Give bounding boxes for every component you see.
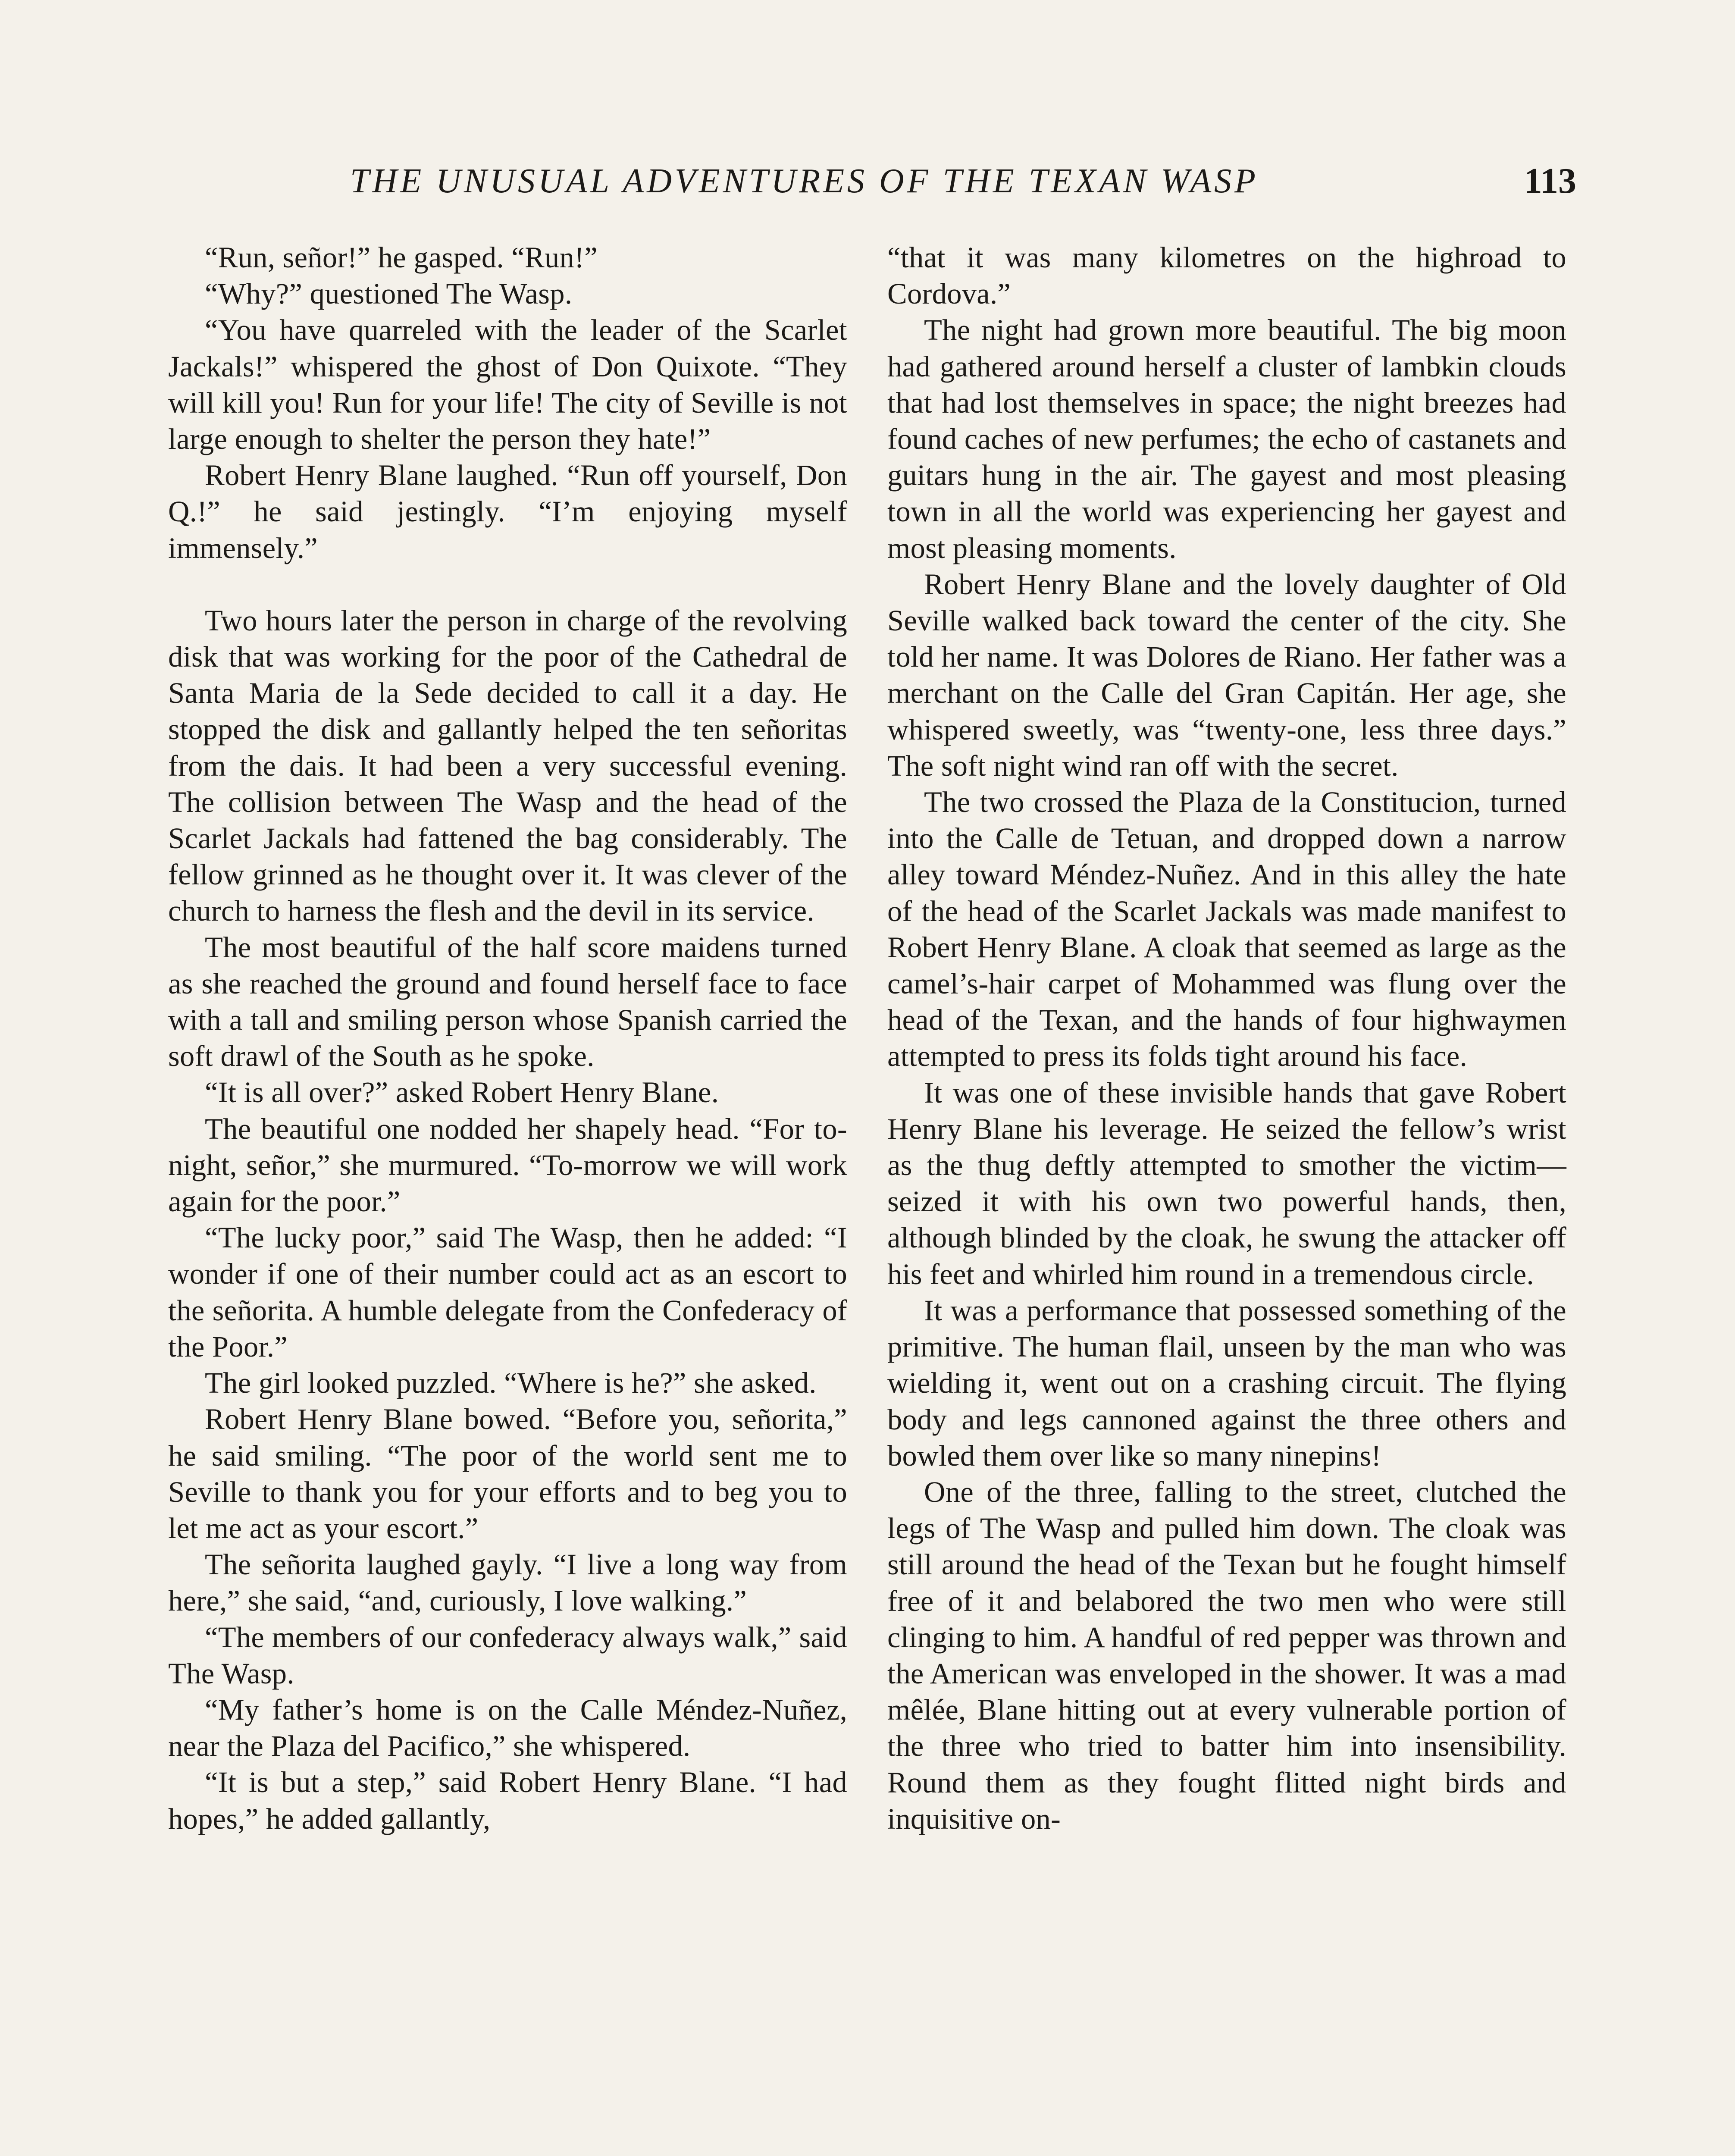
paragraph: The señorita laughed gayly. “I live a long way from here,” she said, “and, curiously, I love walking.” [168, 1548, 847, 1617]
paragraph: Robert Henry Blane bowed. “Before you, señorita,” he said smiling. “The poor of the world sent me to Seville to thank you for your efforts and to beg you to let me act as your escort.” [168, 1403, 847, 1545]
paragraph: “Run, señor!” he gasped. “Run!” [205, 241, 598, 274]
paragraph: Robert Henry Blane and the lovely daughter of Old Seville walked back toward the center of the city. She told her name. It was Dolores de Riano. Her father was a merchant on the Calle del Gran Capitán. Her age, she whispered sweetly, was “twenty-one, less three days.” The soft night wind ran off with the secret. [887, 567, 1566, 782]
paragraph: The most beautiful of the half score maidens turned as she reached the ground and found herself face to face with a tall and smiling person whose Spanish carried the soft drawl of the South as he spoke. [168, 931, 847, 1073]
paragraph: The night had grown more beautiful. The big moon had gathered around herself a cluster of lambkin clouds that had lost themselves in space; the night breezes had found caches of new perfumes; the echo of castanets and guitars hung in the air. The gayest and most pleasing town in all the world was experiencing her gayest and most pleasing moments. [887, 313, 1566, 564]
paragraph: “You have quarreled with the leader of the Scarlet Jackals!” whispered the ghost of Don Quixote. “They will kill you! Run for your life! The city of Seville is not large enough to shelter the person they hate!” [168, 313, 847, 456]
paragraph: The girl looked puzzled. “Where is he?” she asked. [205, 1366, 817, 1400]
paragraph: It was a performance that possessed something of the primitive. The human flail, unseen by the man who was wielding it, went out on a crashing circuit. The flying body and legs cannoned against the three others and bowled them over like so many ninepins! [887, 1294, 1566, 1472]
paragraph: It was one of these invisible hands that gave Robert Henry Blane his leverage. He seized the fellow’s wrist as the thug deftly attempted to smother the victim—seized it with his own two powerful hands, then, although blinded by the cloak, he swung the attacker off his feet and whirled him round in a tremendous circle. [887, 1076, 1566, 1291]
paragraph: One of the three, falling to the street, clutched the legs of The Wasp and pulled him down. The cloak was still around the head of the Texan but he fought himself free of it and belabored the two men who were still clinging to him. A handful of red pepper was thrown and the American was enveloped in the shower. It was a mad mêlée, Blane hitting out at every vulnerable portion of the three who tried to batter him into insensibility. Round them as they fought flitted night birds and inquisitive on- [887, 1475, 1566, 1835]
running-head: THE UNUSUAL ADVENTURES OF THE TEXAN WASP [350, 162, 1259, 200]
paragraph: “It is but a step,” said Robert Henry Blane. “I had hopes,” he added gallantly, [168, 1766, 847, 1835]
paragraph: “The members of our confederacy always walk,” said The Wasp. [168, 1620, 847, 1690]
left-column [168, 239, 847, 1837]
paragraph: The two crossed the Plaza de la Constitucion, turned into the Calle de Tetuan, and dropped down a narrow alley toward Méndez-Nuñez. And in this alley the hate of the head of the Scarlet Jackals was made manifest to Robert Henry Blane. A cloak that seemed as large as the camel’s-hair carpet of Mohammed was flung over the head of the Texan, and the hands of four highwaymen attempted to press its folds tight around his face. [887, 786, 1566, 1073]
paragraph: Robert Henry Blane laughed. “Run off yourself, Don Q.!” he said jestingly. “I’m enjoying myself immensely.” [168, 459, 847, 564]
paragraph: “that it was many kilometres on the highroad to Cordova.” [887, 241, 1566, 310]
paragraph: “My father’s home is on the Calle Méndez-Nuñez, near the Plaza del Pacifico,” she whispered. [168, 1693, 847, 1763]
paragraph: Two hours later the person in charge of the revolving disk that was working for the poor of the Cathedral de Santa Maria de la Sede decided to call it a day. He stopped the disk and gallantly helped the ten señoritas from the dais. It had been a very successful evening. The collision between The Wasp and the head of the Scarlet Jackals had fattened the bag considerably. The fellow grinned as he thought over it. It was clever of the church to harness the flesh and the devil in its service. [168, 604, 847, 928]
paragraph: The beautiful one nodded her shapely head. “For to-night, señor,” she murmured. “To-morrow we will work again for the poor.” [168, 1112, 847, 1218]
right-column [887, 239, 1566, 1837]
paragraph: “It is all over?” asked Robert Henry Blane. [205, 1076, 719, 1109]
paragraph: “The lucky poor,” said The Wasp, then he added: “I wonder if one of their number could act as an escort to the señorita. A humble delegate from the Confederacy of the Poor.” [168, 1221, 847, 1363]
page-header [0, 157, 1735, 205]
page-number: 113 [1524, 161, 1576, 201]
paragraph: “Why?” questioned The Wasp. [205, 277, 573, 310]
